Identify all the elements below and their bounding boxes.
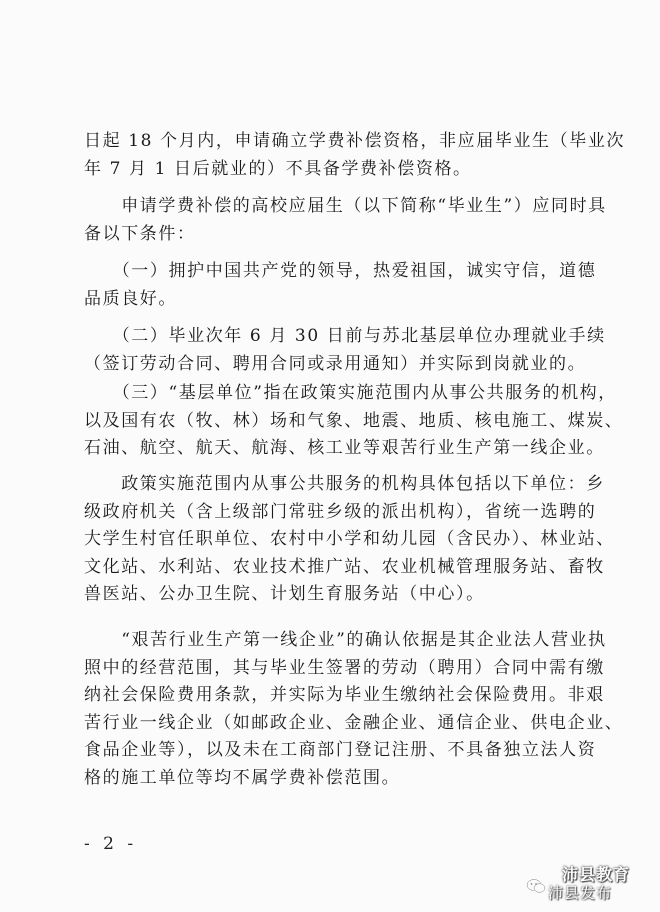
- text-line: 食品企业等），以及未在工商部门登记注册、不具备独立法人资: [84, 740, 597, 760]
- paragraph-4: [84, 323, 606, 378]
- text-line: 日起 18 个月内，申请确立学费补偿资格，非应届毕业生（毕业次: [84, 131, 626, 151]
- text-line: 大学生村官任职单位、农村中小学和幼儿园（含民办）、林业站、: [84, 529, 615, 549]
- text-line: （二）毕业次年 6 月 30 日前与苏北基层单位办理就业手续: [84, 326, 606, 346]
- text-line: “艰苦行业生产第一线企业”的确认依据是其企业法人营业执: [84, 630, 607, 650]
- text-line: （三）“基层单位”指在政策实施范围内从事公共服务的机构，: [84, 383, 617, 403]
- watermark-source-name: 沛县发布: [548, 884, 613, 902]
- page-number: - 2 -: [84, 834, 138, 854]
- text-line: 文化站、水利站、农业技术推广站、农业机械管理服务站、畜牧: [84, 556, 605, 577]
- paragraph-1: [84, 128, 626, 183]
- wechat-icon: [526, 878, 546, 894]
- text-line: 纳社会保险费用条款，并实际为毕业生缴纳社会保险费用。非艰: [84, 685, 605, 705]
- text-line: 年 7 月 1 日后就业的）不具备学费补偿资格。: [84, 158, 472, 179]
- paragraph-7: [84, 627, 624, 792]
- text-line: （签订劳动合同、聘用合同或录用通知）并实际到岗就业的。: [84, 353, 587, 374]
- paragraph-6: [84, 471, 615, 609]
- text-line: 照中的经营范围，其与毕业生签署的劳动（聘用）合同中需有缴: [84, 657, 605, 678]
- text-line: （一）拥护中国共产党的领导，热爱祖国，诚实守信，道德: [84, 261, 597, 281]
- text-line: 苦行业一线企业（如邮政企业、金融企业、通信企业、供电企业、: [84, 712, 624, 733]
- watermark: [522, 856, 652, 908]
- text-line: 申请学费补偿的高校应届生（以下简称“毕业生”）应同时具: [84, 196, 607, 216]
- text-line: 以及国有农（牧、林）场和气象、地震、地质、核电施工、煤炭、: [84, 410, 624, 431]
- text-line: 石油、航空、航天、航海、核工业等艰苦行业生产第一线企业。: [84, 438, 605, 458]
- paragraph-5: [84, 380, 624, 463]
- watermark-account-name: 沛县教育: [562, 865, 631, 884]
- paragraph-2: [84, 193, 607, 248]
- text-line: 格的施工单位等均不属学费补偿范围。: [84, 767, 401, 788]
- paragraph-3: [84, 258, 597, 313]
- text-line: 兽医站、公办卫生院、计划生育服务站（中心）。: [84, 584, 485, 604]
- text-line: 品质良好。: [84, 288, 177, 309]
- text-line: 备以下条件：: [84, 223, 196, 244]
- text-line: 政策实施范围内从事公共服务的机构具体包括以下单位：乡: [84, 474, 605, 494]
- text-line: 级政府机关（含上级部门常驻乡级的派出机构），省统一选聘的: [84, 501, 597, 522]
